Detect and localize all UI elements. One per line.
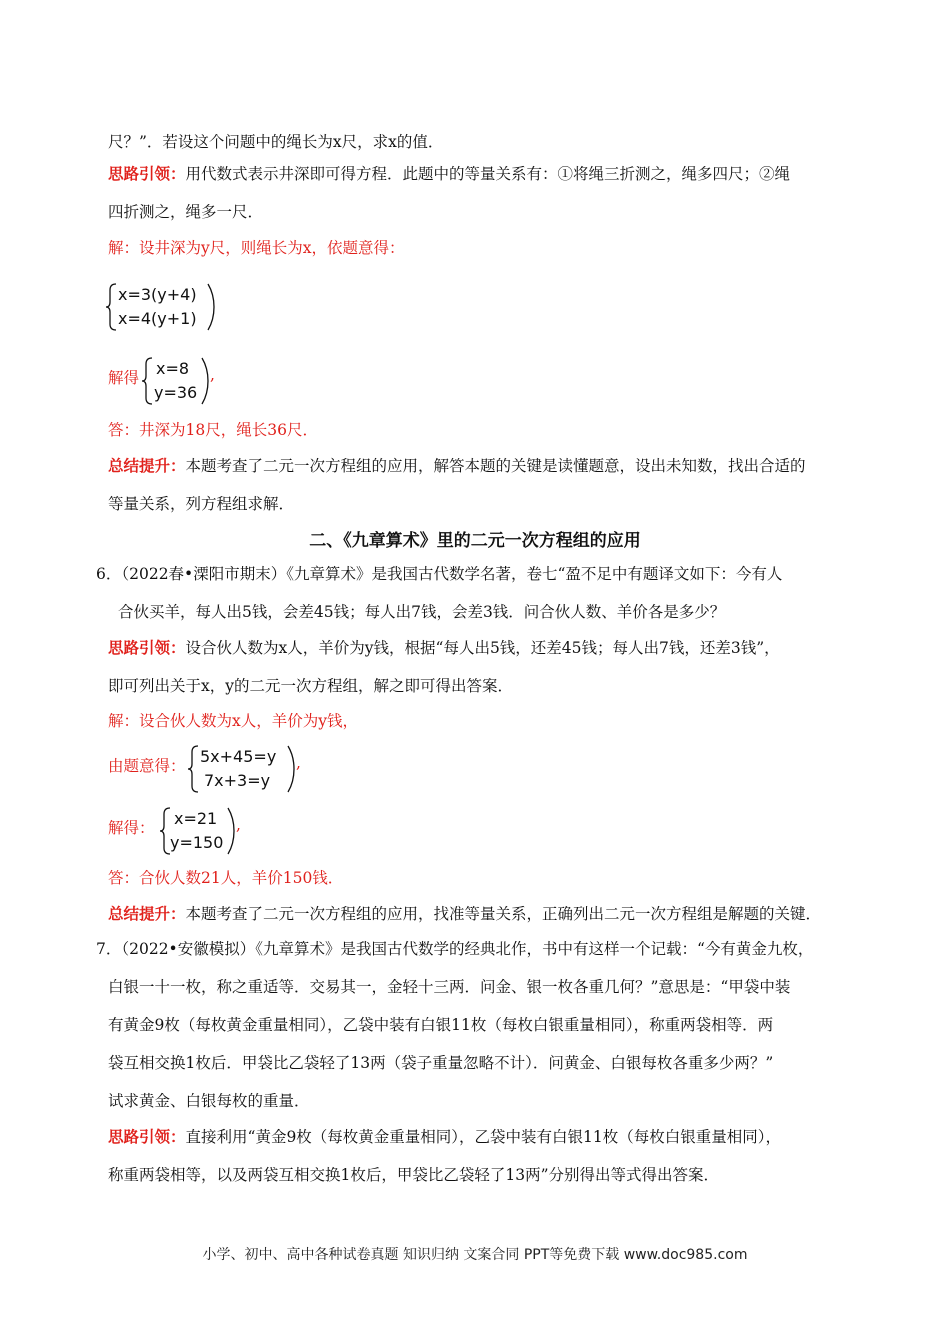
q6-hint-line-1 bbox=[108, 638, 780, 658]
q6-question-line-1: 6．（2022春•溧阳市期末）《九章算术》是我国古代数学名著，卷七“盈不足中有题译文如下：今有人 bbox=[96, 565, 783, 583]
right-paren bbox=[226, 806, 236, 856]
q6-hint-line-2: 即可列出关于x，y的二元一次方程组，解之即可得出答案． bbox=[108, 677, 513, 695]
equation-1: 5x+45=y bbox=[200, 747, 277, 766]
q7-question-line-3: 有黄金9枚（每枚黄金重量相同），乙袋中装有白银11枚（每枚白银重量相同），称重两袋相等．两 bbox=[108, 1016, 774, 1034]
equation-1: x=8 bbox=[156, 359, 190, 378]
equation-2: y=36 bbox=[154, 383, 198, 402]
right-paren bbox=[206, 282, 216, 332]
hint-text: 用代数式表示井深即可得方程．此题中的等量关系有：①将绳三折测之，绳多四尺；②绳 bbox=[185, 165, 791, 183]
left-brace bbox=[142, 356, 154, 406]
q7-question-line-2: 白银一十一枚，称之重适等．交易其一，金轻十三两．问金、银一枚各重几何？”意思是：“甲袋中装 bbox=[108, 978, 791, 996]
equation-2: y=150 bbox=[170, 833, 224, 852]
summary-text: 本题考查了二元一次方程组的应用，找准等量关系，正确列出二元一次方程组是解题的关键． bbox=[185, 905, 822, 923]
summary-label: 总结提升： bbox=[108, 904, 186, 923]
q6-solution-system bbox=[108, 806, 268, 856]
hint-text: 设合伙人数为x人，羊价为y钱，根据“每人出5钱，还差45钱；每人出7钱，还差3钱”， bbox=[185, 639, 780, 657]
left-brace bbox=[106, 282, 118, 332]
q6-question-line-2: 合伙买羊，每人出5钱，会差45钱；每人出7钱，会差3钱．问合伙人数、羊价各是多少？ bbox=[118, 603, 726, 621]
prev-question-line: 尺？”．若设这个问题中的绳长为x尺，求x的值． bbox=[108, 133, 444, 151]
hint-text: 直接利用“黄金9枚（每枚黄金重量相同），乙袋中装有白银11枚（每枚白银重量相同）， bbox=[185, 1128, 782, 1146]
prev-solution-intro: 解：设井深为y尺，则绳长为x，依题意得： bbox=[108, 239, 405, 257]
prev-hint-line-2: 四折测之，绳多一尺． bbox=[108, 203, 264, 221]
page-footer: 小学、初中、高中各种试卷真题 知识归纳 文案合同 PPT等免费下载 www.doc985.com bbox=[202, 1247, 748, 1263]
trailing-comma: , bbox=[210, 366, 215, 384]
summary-text: 本题考查了二元一次方程组的应用，解答本题的关键是读懂题意，设出未知数，找出合适的 bbox=[185, 457, 806, 475]
equation-1: x=3(y+4) bbox=[118, 285, 197, 304]
q7-hint-line-2: 称重两袋相等，以及两袋互相交换1枚后，甲袋比乙袋轻了13两”分别得出等式得出答案． bbox=[108, 1166, 720, 1184]
trailing-comma: , bbox=[296, 754, 301, 772]
hint-label: 思路引领： bbox=[108, 638, 186, 657]
section-heading: 二、《九章算术》里的二元一次方程组的应用 bbox=[309, 531, 641, 551]
q6-answer: 答：合伙人数21人，羊价150钱． bbox=[108, 869, 344, 887]
q7-question-line-4: 袋互相交换1枚后．甲袋比乙袋轻了13两（袋子重量忽略不计）．问黄金、白银每枚各重多少两？” bbox=[108, 1054, 774, 1072]
right-paren bbox=[286, 744, 296, 794]
equation-1: x=21 bbox=[174, 809, 218, 828]
prev-summary-line-1 bbox=[108, 456, 806, 476]
prev-solution-system bbox=[108, 356, 248, 406]
equation-2: 7x+3=y bbox=[204, 771, 271, 790]
hint-label: 思路引领： bbox=[108, 164, 186, 183]
right-paren bbox=[200, 356, 210, 406]
q7-hint-line-1 bbox=[108, 1127, 781, 1147]
trailing-comma: , bbox=[236, 816, 241, 834]
hint-label: 思路引领： bbox=[108, 1127, 186, 1146]
solved-label: 解得： bbox=[108, 819, 155, 837]
q6-summary-line-1 bbox=[108, 904, 821, 924]
equation-2: x=4(y+1) bbox=[118, 309, 197, 328]
prev-equation-system bbox=[106, 282, 236, 332]
prev-summary-line-2: 等量关系，列方程组求解． bbox=[108, 495, 295, 513]
q7-question-line-1: 7．（2022•安徽模拟）《九章算术》是我国古代数学的经典北作，书中有这样一个记载：“今有黄金九枚， bbox=[96, 940, 814, 958]
summary-label: 总结提升： bbox=[108, 456, 186, 475]
left-brace bbox=[188, 744, 200, 794]
q7-question-line-5: 试求黄金、白银每枚的重量． bbox=[108, 1092, 310, 1110]
prev-hint-line-1 bbox=[108, 164, 790, 184]
solved-label: 解得 bbox=[108, 369, 140, 387]
q6-equation-system bbox=[108, 744, 328, 794]
prev-answer: 答：井深为18尺，绳长36尺． bbox=[108, 421, 318, 439]
setup-label: 由题意得： bbox=[108, 757, 186, 775]
q6-solution-intro: 解：设合伙人数为x人，羊价为y钱， bbox=[108, 712, 358, 730]
